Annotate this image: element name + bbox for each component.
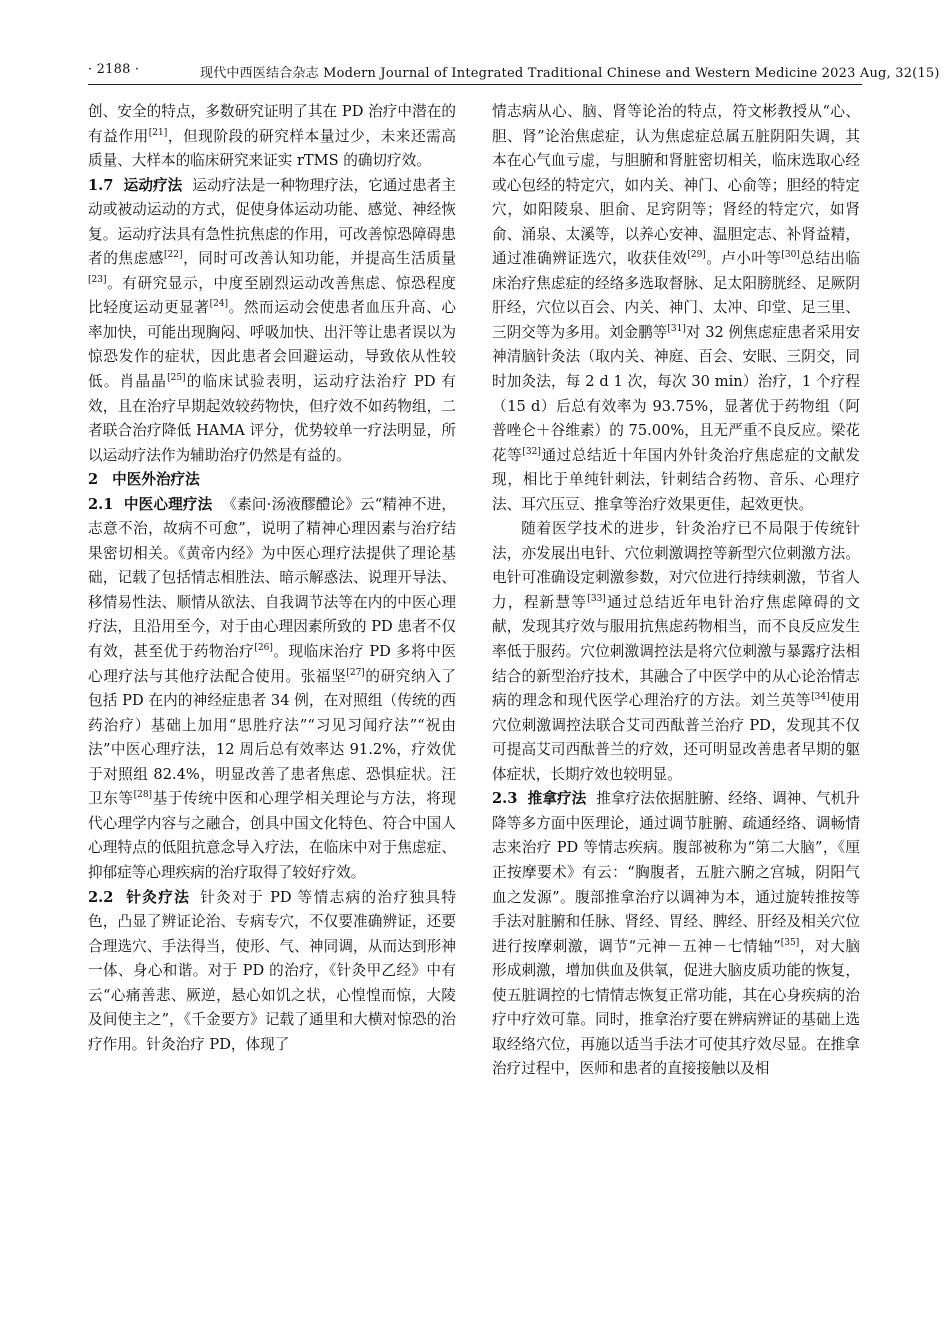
citation-ref: [31] — [667, 323, 686, 334]
section-1-7: 1.7 运动疗法 运动疗法是一种物理疗法，它通过患者主动或被动运动的方式，促使身体运动功能、感觉、神经恢复。运动疗法具有急性抗焦虑的作用，可改善惊恐障碍患者的焦虑感[22]，同时可改善认知功能，并提高生活质量[23]。有研究显示，中度至剧烈运动改善焦虑、惊恐程度比轻度运动更显著[24]。然而运动会使患者血压升高、心率加快，可能出现胸闷、呼吸加快、出汗等让患者误以为惊恐发作的症状，因此患者会回避运动，导致依从性较低。肖晶晶[25]的临床试验表明，运动疗法治疗 PD 有效，且在治疗早期起效较药物快，但疗效不如药物组，二者联合治疗降低 HAMA 评分，优势较单一疗法明显，所以运动疗法作为辅助治疗仍然是有益的。 — [88, 176, 456, 464]
citation-ref: [32] — [522, 446, 541, 457]
header-rule — [88, 84, 862, 85]
citation-ref: [27] — [346, 667, 365, 678]
paragraph-continuation: 创、安全的特点，多数研究证明了其在 PD 治疗中潜在的有益作用[21]，但现阶段的研究样本量过少，未来还需高质量、大样本的临床研究来证实 rTMS 的确切疗效。 — [88, 103, 456, 170]
citation-ref: [35] — [780, 937, 800, 948]
citation-ref: [33] — [587, 593, 606, 604]
journal-citation-line: 现代中西医结合杂志 Modern Journal of Integrated Traditional Chinese and Western Medicine 2023 Aug, 32(15) — [200, 66, 940, 81]
running-header — [88, 58, 940, 82]
left-column — [88, 100, 456, 1057]
citation-ref: [28] — [133, 790, 153, 801]
section-2-1: 2.1 中医心理疗法 《素问·汤液醪醴论》云“精神不进，志意不治，故病不可愈”，说明了精神心理因素与治疗结果密切相关。《黄帝内经》为中医心理疗法提供了理论基础，记载了包括情志相胜法、暗示解惑法、说理开导法、移情易性法、顺情从欲法、自我调节法等在内的中医心理疗法，且沿用至今，对于由心理因素所致的 PD 患者不仅有效，甚至优于药物治疗[26]。现临床治疗 PD 多将中医心理疗法与其他疗法配合使用。张福坚[27]的研究纳入了包括 PD 在内的神经症患者 34 例，在对照组（传统的西药治疗）基础上加用“思胜疗法”“习见习闻疗法”“祝由法”中医心理疗法，12 周后总有效率达 91.2%，疗效优于对照组 82.4%，明显改善了患者焦虑、恐惧症状。汪卫东等[28]基于传统中医和心理学相关理论与方法，将现代心理学内容与之融合，创具中国文化特色、符合中国人心理特点的低阻抗意念导入疗法，在临床中对于焦虑症、抑郁症等心理疾病的治疗取得了较好疗效。 — [88, 495, 456, 881]
citation-ref: [24] — [209, 299, 229, 310]
citation-ref: [34] — [811, 692, 830, 703]
right-column — [492, 100, 860, 1082]
section-2-3: 2.3 推拿疗法 推拿疗法依据脏腑、经络、调神、气机升降等多方面中医理论，通过调节脏腑、疏通经络、调畅情志来治疗 PD 等情志疾病。腹部被称为“第二大脑”，《厘正按摩要术》有云：“胸腹者，五脏六腑之宫城，阴阳气血之发源”。腹部推拿治疗以调神为本，通过旋转推按等手法对脏腑和任脉、肾经、胃经、脾经、肝经及相关穴位进行按摩刺激，调节“元神－五神－七情轴”[35]，对大脑形成刺激，增加供血及供氧，促进大脑皮质功能的恢复，使五脏调控的七情情志恢复正常功能，其在心身疾病的治疗中疗效可靠。同时，推拿治疗要在辨病辨证的基础上选取经络穴位，再施以适当手法才可使其疗效尽显。在推拿治疗过程中，医师和患者的直接接触以及相 — [492, 790, 860, 1078]
citation-ref: [21] — [148, 127, 168, 138]
section-heading: 2.2 针灸疗法 — [88, 888, 191, 906]
page-number: · 2188 · — [88, 62, 140, 77]
citation-ref: [29] — [687, 250, 706, 261]
chapter-heading-2: 2 中医外治疗法 — [88, 471, 200, 489]
citation-ref: [23] — [88, 274, 107, 285]
paragraph-electroacupuncture: 随着医学技术的进步，针灸治疗已不局限于传统针法，亦发展出电针、穴位刺激调控等新型穴位刺激方法。电针可准确设定刺激参数，对穴位进行持续刺激，节省人力，程新慧等[33]通过总结近年电针治疗焦虑障碍的文献，发现其疗效与服用抗焦虑药物相当，而不良反应发生率低于服药。穴位刺激调控法是将穴位刺激与暴露疗法相结合的新型治疗技术，其融合了中医学中的从心论治情志病的理念和现代医学心理治疗的方法。刘兰英等[34]使用穴位刺激调控法联合艾司西酞普兰治疗 PD，发现其不仅可提高艾司西酞普兰的疗效，还可明显改善患者早期的躯体症状，长期疗效也较明显。 — [492, 520, 860, 783]
citation-ref: [26] — [254, 643, 273, 654]
section-heading: 2.3 推拿疗法 — [492, 790, 587, 808]
section-2-2: 2.2 针灸疗法 针灸对于 PD 等情志病的治疗独具特色，凸显了辨证论治、专病专穴，不仅要准确辨证，还要合理选穴、手法得当，使形、气、神同调，从而达到形神一体、身心和谐。对于 PD 的治疗，《针灸甲乙经》中有云“心痛善悲、厥逆，悬心如饥之状，心惶惶而惊，大陵及间使主之”，《千金要方》记载了通里和大横对惊恐的治疗作用。针灸治疗 PD，体现了 — [88, 888, 456, 1053]
citation-ref: [25] — [167, 373, 186, 384]
paragraph-continuation: 情志病从心、脑、肾等论治的特点，符文彬教授从“心、胆、肾”论治焦虑症，认为焦虑症总属五脏阴阳失调，其本在心气血亏虚，与胆腑和肾脏密切相关，临床选取心经或心包经的特定穴，如内关、神门、心俞等；胆经的特定穴，如阳陵泉、胆俞、足窍阴等；肾经的特定穴，如肾俞、涌泉、太溪等，以养心安神、温胆定志、补肾益精，通过准确辨证选穴，收获佳效[29]。卢小叶等[30]总结出临床治疗焦虑症的经络多选取督脉、足太阳膀胱经、足厥阴肝经，穴位以百会、内关、神门、太冲、印堂、足三里、三阴交等为多用。刘金鹏等[31]对 32 例焦虑症患者采用安神清脑针灸法（取内关、神庭、百会、安眠、三阴交，同时加灸法，每 2 d 1 次，每次 30 min）治疗，1 个疗程（15 d）后总有效率为 93.75%，显著优于药物组（阿普唑仑＋谷维素）的 75.00%，且无严重不良反应。梁花花等[32]通过总结近十年国内外针灸治疗焦虑症的文献发现，相比于单纯针刺法，针刺结合药物、音乐、心理疗法、耳穴压豆、推拿等治疗效果更佳，起效更快。 — [492, 103, 860, 513]
section-heading: 2.1 中医心理疗法 — [88, 495, 213, 513]
citation-ref: [22] — [163, 250, 183, 261]
section-heading: 1.7 运动疗法 — [88, 176, 183, 194]
citation-ref: [30] — [781, 250, 800, 261]
